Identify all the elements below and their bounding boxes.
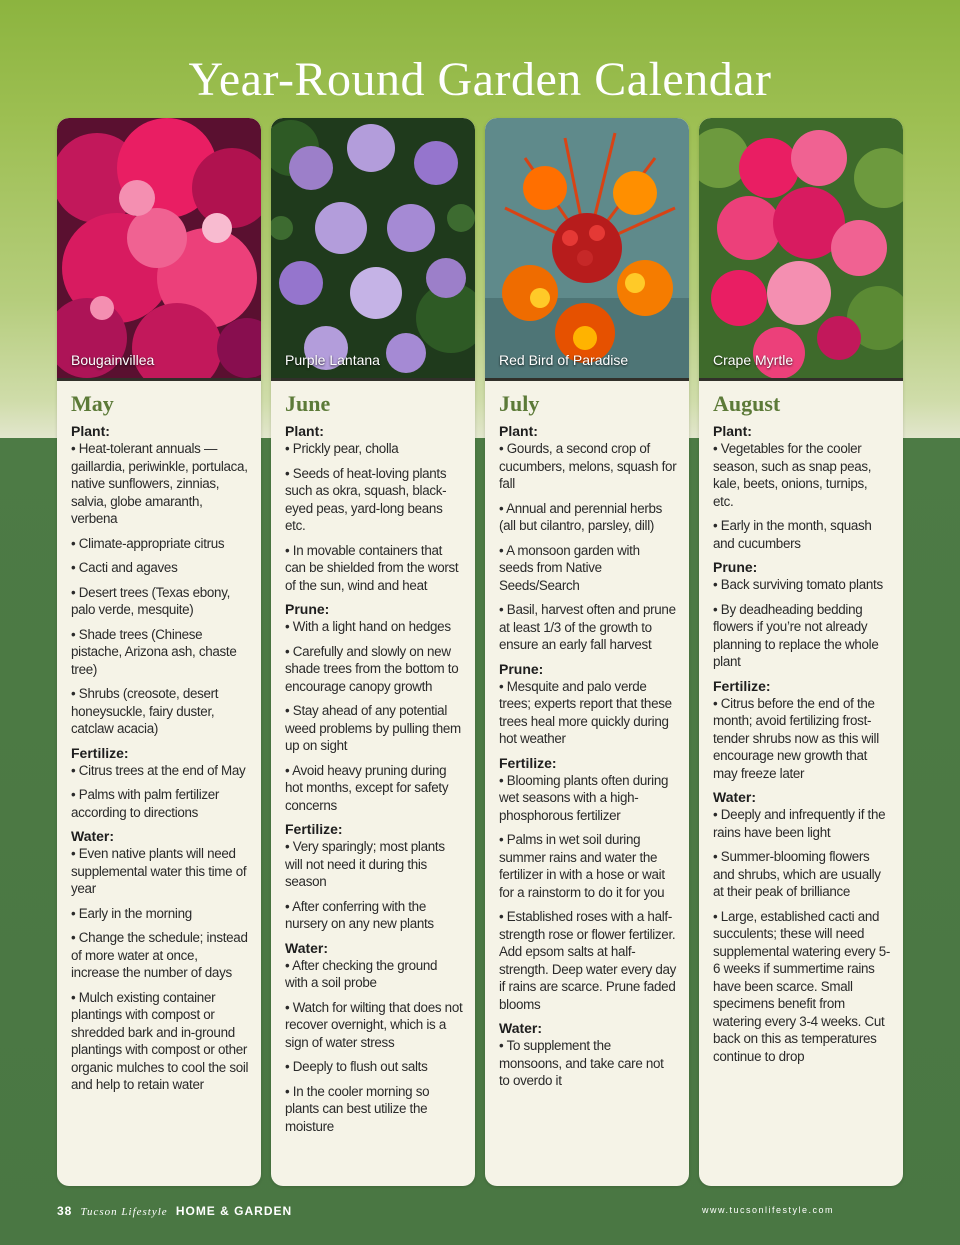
list-item: • Stay ahead of any potential weed problems by pulling them up on sight: [285, 703, 461, 753]
list-item: • Gourds, a second crop of cucumbers, melons, squash for fall: [499, 441, 677, 491]
section-heading: Water:: [499, 1020, 543, 1036]
purple-lantana-photo: [271, 118, 475, 381]
month-heading: May: [71, 391, 114, 416]
section-heading: Water:: [71, 828, 115, 844]
month-card-may: [57, 118, 261, 1186]
list-item: • Palms in wet soil during summer rains and water the fertilizer in with a hose or wait for a rainstorm to do it for you: [499, 832, 665, 900]
section-heading: Plant:: [71, 423, 110, 439]
list-item: • Back surviving tomato plants: [713, 577, 883, 592]
list-item: • Early in the morning: [71, 905, 192, 921]
list-item: • Seeds of heat-loving plants such as okra, squash, black-eyed peas, yard-long beans etc.: [285, 465, 447, 533]
list-item: • Summer-blooming flowers and shrubs, which are usually at their peak of brilliance: [713, 849, 881, 899]
list-item: • A monsoon garden with seeds from Native Seeds/Search: [499, 542, 640, 593]
page-title: Year-Round Garden Calendar: [188, 53, 772, 106]
section-heading: Prune:: [499, 660, 544, 677]
list-item: • Cacti and agaves: [71, 560, 178, 575]
list-item: • Deeply and infrequently if the rains have been light: [713, 807, 886, 840]
red-bird-of-paradise-photo: [485, 118, 689, 381]
bougainvillea-photo: [57, 118, 261, 381]
section-heading: Water:: [285, 939, 329, 956]
photo-caption: Purple Lantana: [285, 352, 380, 368]
section-heading: Plant:: [285, 423, 324, 439]
photo-caption: Red Bird of Paradise: [499, 352, 629, 368]
list-item: • Even native plants will need supplemental water this time of year: [71, 846, 247, 896]
month-heading: June: [285, 391, 331, 416]
section-name: HOME & GARDEN: [175, 1204, 293, 1218]
section-heading: Fertilize:: [713, 677, 771, 694]
photo-caption: Bougainvillea: [71, 352, 155, 368]
list-item: • Carefully and slowly on new shade trees from the bottom to encourage canopy growth: [285, 643, 459, 694]
list-item: • With a light hand on hedges: [285, 619, 451, 634]
section-heading: Water:: [713, 789, 757, 805]
month-heading: July: [499, 391, 540, 416]
list-item: • Mesquite and palo verde trees; experts report that these trees heal more quickly during hot weather: [499, 678, 672, 746]
list-item: • By deadheading bedding flowers if you’re not already planning to replace the whole plant: [713, 601, 879, 669]
section-heading: Fertilize:: [499, 754, 557, 771]
list-item: • Climate-appropriate citrus: [71, 535, 225, 551]
crape-myrtle-photo: [699, 118, 903, 381]
list-item: • Desert trees (Texas ebony, palo verde, mesquite): [71, 584, 231, 617]
list-item: • Large, established cacti and succulents; these will need supplemental watering every 5-6 weeks if summertime rains have been scarce. Small specimens benefit from watering every 3-4 weeks. Cut back on this as temperatures continue to drop: [713, 908, 891, 1064]
month-card-july: [485, 118, 689, 1186]
month-card-june: [271, 118, 475, 1186]
list-item: • Very sparingly; most plants will not need it during this season: [285, 839, 445, 889]
list-item: • Vegetables for the cooler season, such as snap peas, kale, beets, onions, turnips, etc.: [713, 441, 872, 509]
list-item: • Shade trees (Chinese pistache, Arizona ash, chaste tree): [71, 626, 237, 677]
month-heading: August: [713, 391, 781, 416]
magazine-name: Tucson Lifestyle: [80, 1206, 168, 1218]
list-item: • Prickly pear, cholla: [285, 441, 399, 456]
list-item: • Deeply to flush out salts: [285, 1059, 428, 1074]
list-item: • Early in the month, squash and cucumbers: [713, 518, 872, 551]
footer-url[interactable]: www.tucsonlifestyle.com: [701, 1205, 834, 1215]
list-item: • After conferring with the nursery on any new plants: [285, 898, 434, 931]
section-heading: Prune:: [285, 601, 330, 617]
list-item: • Mulch existing container plantings with compost or shredded bark and in-ground plantings with compost or other organic mulches to cool the soil and help to retain water: [71, 989, 249, 1092]
list-item: • Citrus trees at the end of May: [71, 762, 246, 778]
list-item: • Shrubs (creosote, desert honeysuckle, fairy duster, catclaw acacia): [71, 686, 219, 736]
list-item: • Blooming plants often during wet seasons with a high-phosphorous fertilizer: [499, 772, 669, 823]
list-item: • Heat-tolerant annuals — gaillardia, periwinkle, portulaca, native sunflowers, zinnias, salvia, globe amaranth, verbena: [71, 441, 248, 526]
photo-caption: Crape Myrtle: [713, 352, 794, 368]
list-item: • In the cooler morning so plants can best utilize the moisture: [285, 1083, 430, 1134]
list-item: • Citrus before the end of the month; avoid fertilizing frost-tender shrubs now as this will encourage new growth that may freeze later: [713, 695, 879, 781]
list-item: • Watch for wilting that does not recover overnight, which is a sign of water stress: [285, 999, 463, 1050]
list-item: • Basil, harvest often and prune at least 1/3 of the growth to ensure an early fall harvest: [499, 602, 676, 652]
list-item: • Change the schedule; instead of more water at once, increase the number of days: [71, 930, 248, 980]
list-item: • Established roses with a half-strength rose or flower fertilizer. Add epsom salts at half-strength. Deep water every day if rains are scarce. Prune faded blooms: [499, 909, 677, 1012]
month-card-august: [699, 118, 903, 1186]
list-item: • Palms with palm fertilizer according to directions: [71, 787, 220, 820]
list-item: • Annual and perennial herbs (all but cilantro, parsley, dill): [499, 500, 663, 533]
page-number: 38: [57, 1204, 73, 1218]
list-item: • In movable containers that can be shielded from the worst of the sun, wind and heat: [285, 542, 459, 593]
list-item: • After checking the ground with a soil probe: [285, 957, 438, 990]
section-heading: Fertilize:: [285, 821, 343, 837]
list-item: • To supplement the monsoons, and take care not to overdo it: [499, 1038, 664, 1088]
section-heading: Prune:: [713, 559, 758, 575]
footer-folio: [57, 1204, 292, 1218]
list-item: • Avoid heavy pruning during hot months, except for safety concerns: [285, 762, 449, 813]
section-heading: Plant:: [713, 423, 752, 439]
section-heading: Plant:: [499, 423, 538, 439]
section-heading: Fertilize:: [71, 744, 129, 761]
